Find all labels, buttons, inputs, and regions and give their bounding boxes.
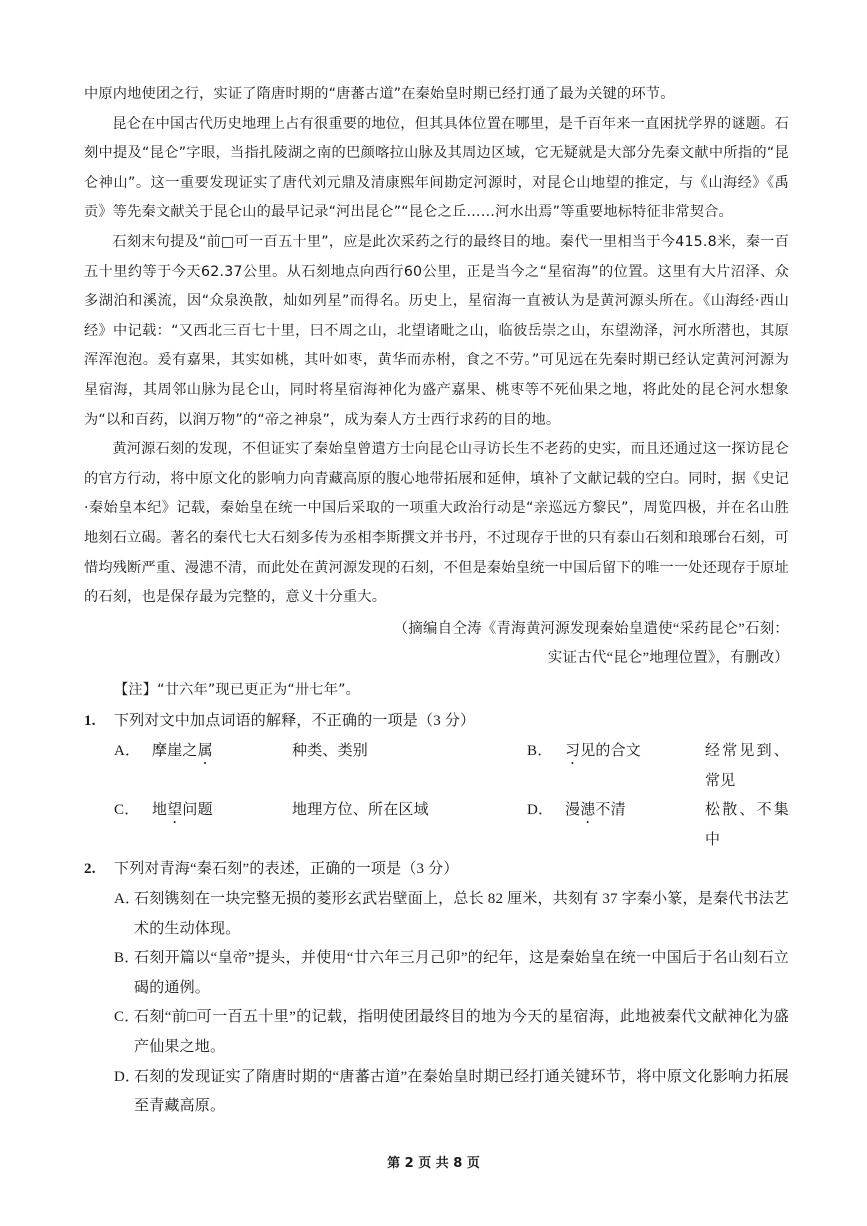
- option-c: [84, 1003, 789, 1062]
- option-label: A．: [114, 891, 141, 908]
- option-gloss: 经常见到、常见: [705, 743, 789, 789]
- q1-options: [84, 737, 789, 855]
- option-term: 地望问题: [152, 802, 213, 819]
- option-gloss: 种类、类别: [292, 743, 369, 760]
- option-text: 石刻的发现证实了隋唐时期的“唐蕃古道”在秦始皇时期已经打通关键环节，将中原文化影响力拓展至青藏高原。: [134, 1068, 789, 1115]
- annotation-note: 【注】“廿六年”现已更正为“卅七年”。: [114, 681, 361, 698]
- source-line-2: 实证古代“昆仑”地理位置》，有删改）: [547, 650, 789, 667]
- page-footer: 第 2 页 共 8 页: [387, 1156, 480, 1171]
- option-label: C．: [114, 1009, 140, 1026]
- source-citation: [84, 615, 789, 674]
- passage-paragraph: 黄河源石刻的发现，不但证实了秦始皇曾遣方士向昆仑山寻访长生不老药的史实，而且还通过这一探访昆仑的官方行动，将中原文化的影响力向青藏高原的腹心地带拓展和延伸，填补了文献记载的空白。同时，据《史记·秦始皇本纪》记载，秦始皇在统一中国后采取的一项重大政治行动是“亲巡远方黎民”，周览四极，并在名山胜地刻石立碣。著名的秦代七大石刻多传为丞相李斯撰文并书丹，不过现存于世的只有泰山石刻和琅琊台石刻，可惜均残断严重、漫漶不清，而此处在黄河源发现的石刻，不但是秦始皇统一中国后留下的唯一一处还现存于原址的石刻，也是保存最为完整的，意义十分重大。: [84, 441, 789, 606]
- option-label: B．: [114, 950, 140, 967]
- passage: [84, 80, 789, 1122]
- question-stem: 下列对青海“秦石刻”的表述，正确的一项是（3 分）: [114, 861, 459, 878]
- question-number: 1.: [84, 713, 96, 730]
- option-b: [84, 944, 789, 1003]
- question-1: [84, 707, 789, 855]
- option-gloss: 松散、不集中: [705, 802, 789, 848]
- source-line-1: （摘编自仝涛《青海黄河源发现秦始皇遣使“采药昆仑”石刻：: [393, 620, 789, 637]
- question-number: 2.: [84, 861, 96, 878]
- option-label: A．: [114, 743, 141, 760]
- option-text: 石刻开篇以“皇帝”提头，并使用“廿六年三月己卯”的纪年，这是秦始皇在统一中国后于名山刻石立碣的通例。: [134, 950, 789, 996]
- option-gloss: 地理方位、所在区域: [292, 802, 429, 819]
- option-term: 习见的合文: [565, 743, 642, 760]
- option-label: B．: [527, 743, 553, 760]
- passage-paragraph: 昆仑在中国古代历史地理上占有很重要的地位，但其具体位置在哪里，是千百年来一直困扰学界的谜题。石刻中提及“昆仑”字眼，当指扎陵湖之南的巴颜喀拉山脉及其周边区域，它无疑就是大部分先秦文献中所指的“昆仑神山”。这一重要发现证实了唐代刘元鼎及清康熙年间勘定河源时，对昆仑山地望的推定，与《山海经》《禹贡》等先秦文献关于昆仑山的最早记录“河出昆仑”“昆仑之丘……河水出焉”等重要地标特征非常契合。: [84, 115, 789, 221]
- option-label: C．: [114, 802, 140, 819]
- passage-paragraph: 石刻末句提及“前□可一百五十里”，应是此次采药之行的最终目的地。秦代一里相当于今415.8米，秦一百五十里约等于今天62.37公里。从石刻地点向西行60公里，正是当今之“星宿海”的位置。这里有大片沼泽、众多湖泊和溪流，因“众泉涣散，灿如列星”而得名。历史上，星宿海一直被认为是黄河源头所在。《山海经·西山经》中记载：“又西北三百七十里，曰不周之山，北望诸毗之山，临彼岳崇之山，东望泑泽，河水所潜也，其原浑浑泡泡。爰有嘉果，其实如桃，其叶如枣，黄华而赤柎，食之不劳。”可见远在先秦时期已经认定黄河河源为星宿海，其周邻山脉为昆仑山，同时将星宿海神化为盛产嘉果、桃枣等不死仙果之地，将此处的昆仑河水想象为“以和百药，以润万物”的“帝之神泉”，成为秦人方士西行求药的目的地。: [84, 233, 789, 428]
- question-stem: 下列对文中加点词语的解释，不正确的一项是（3 分）: [114, 713, 476, 730]
- option-label: D．: [114, 1068, 141, 1085]
- option-text: 石刻镌刻在一块完整无损的菱形玄武岩壁面上，总长 82 厘米，共刻有 37 字秦小篆，是秦代书法艺术的生动体现。: [134, 891, 789, 937]
- option-term: 摩崖之属: [152, 743, 213, 760]
- option-term: 漫漶不清: [565, 802, 626, 819]
- option-label: D．: [527, 802, 554, 819]
- option-text: 石刻“前□可一百五十里”的记载，指明使团最终目的地为今天的星宿海，此地被秦代文献神化为盛产仙果之地。: [134, 1009, 789, 1055]
- question-2: [84, 855, 789, 1121]
- option-d: [84, 1063, 789, 1122]
- passage-paragraph: 中原内地使团之行，实证了隋唐时期的“唐蕃古道”在秦始皇时期已经打通了最为关键的环节。: [84, 86, 675, 102]
- option-a: [84, 885, 789, 944]
